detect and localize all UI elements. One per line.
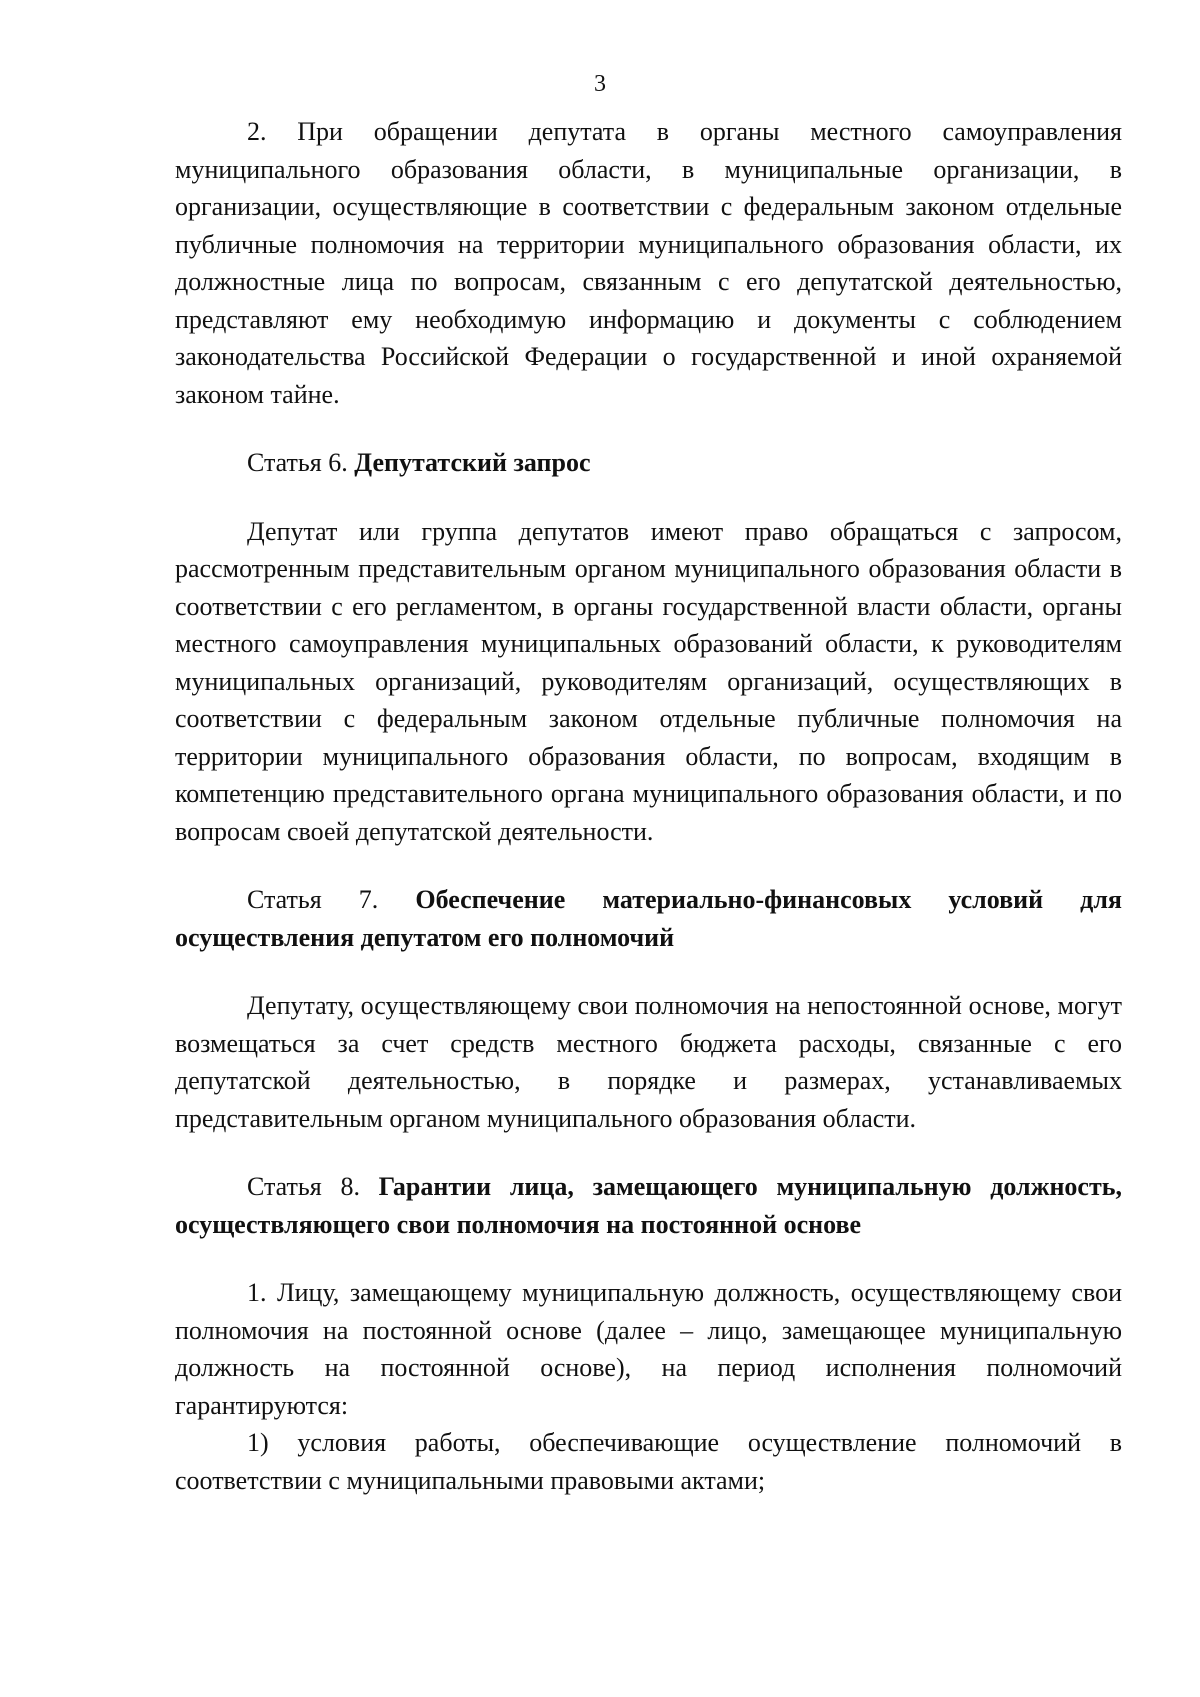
- article-6-heading: [175, 444, 1122, 482]
- article-8-part1: 1. Лицу, замещающему муниципальную должность, осуществляющему свои полномочия на постоянной основе (далее – лицо, замещающее муниципальную должность на постоянной основе), на период исполнения полномочий гарантируются:: [175, 1278, 1122, 1420]
- article-7-title: Обеспечение материально-финансовых условий для осуществления депутатом его полномочий: [175, 885, 1122, 952]
- article-7-body: Депутату, осуществляющему свои полномочия на непостоянной основе, могут возмещаться за счет средств местного бюджета расходы, связанные с его депутатской деятельностью, в порядке и размерах, устанавливаемых представительным органом муниципального образования области.: [175, 991, 1122, 1133]
- article-7-heading: [175, 881, 1122, 956]
- article-8-item1: 1) условия работы, обеспечивающие осуществление полномочий в соответствии с муниципальными правовыми актами;: [175, 1428, 1122, 1495]
- article-6-body: Депутат или группа депутатов имеют право обращаться с запросом, рассмотренным представительным органом муниципального образования области в соответствии с его регламентом, в органы государственной власти области, органы местного самоуправления муниципальных образований области, к руководителям муниципальных организаций, руководителям организаций, осуществляющих в соответствии с федеральным законом отдельные публичные полномочия на территории муниципального образования области, по вопросам, входящим в компетенцию представительного органа муниципального образования области, и по вопросам своей депутатской деятельности.: [175, 516, 1122, 846]
- article-7-prefix: Статья 7.: [247, 885, 416, 914]
- article-8-title: Гарантии лица, замещающего муниципальную должность, осуществляющего свои полномочия на постоянной основе: [175, 1172, 1122, 1239]
- article-8-prefix: Статья 8.: [247, 1172, 379, 1201]
- article-8-heading: [175, 1168, 1122, 1243]
- article-6-title: Депутатский запрос: [354, 448, 591, 477]
- document-body: [175, 113, 1122, 1499]
- page-number: 3: [594, 71, 606, 97]
- paragraph-article5-part2: 2. При обращении депутата в органы местного самоуправления муниципального образования области, в муниципальные организации, в организации, осуществляющие в соответствии с федеральным законом отдельные публичные полномочия на территории муниципального образования области, их должностные лица по вопросам, связанным с его депутатской деятельностью, представляют ему необходимую информацию и документы с соблюдением законодательства Российской Федерации о государственной и иной охраняемой законом тайне.: [175, 117, 1122, 409]
- article-6-prefix: Статья 6.: [247, 448, 355, 477]
